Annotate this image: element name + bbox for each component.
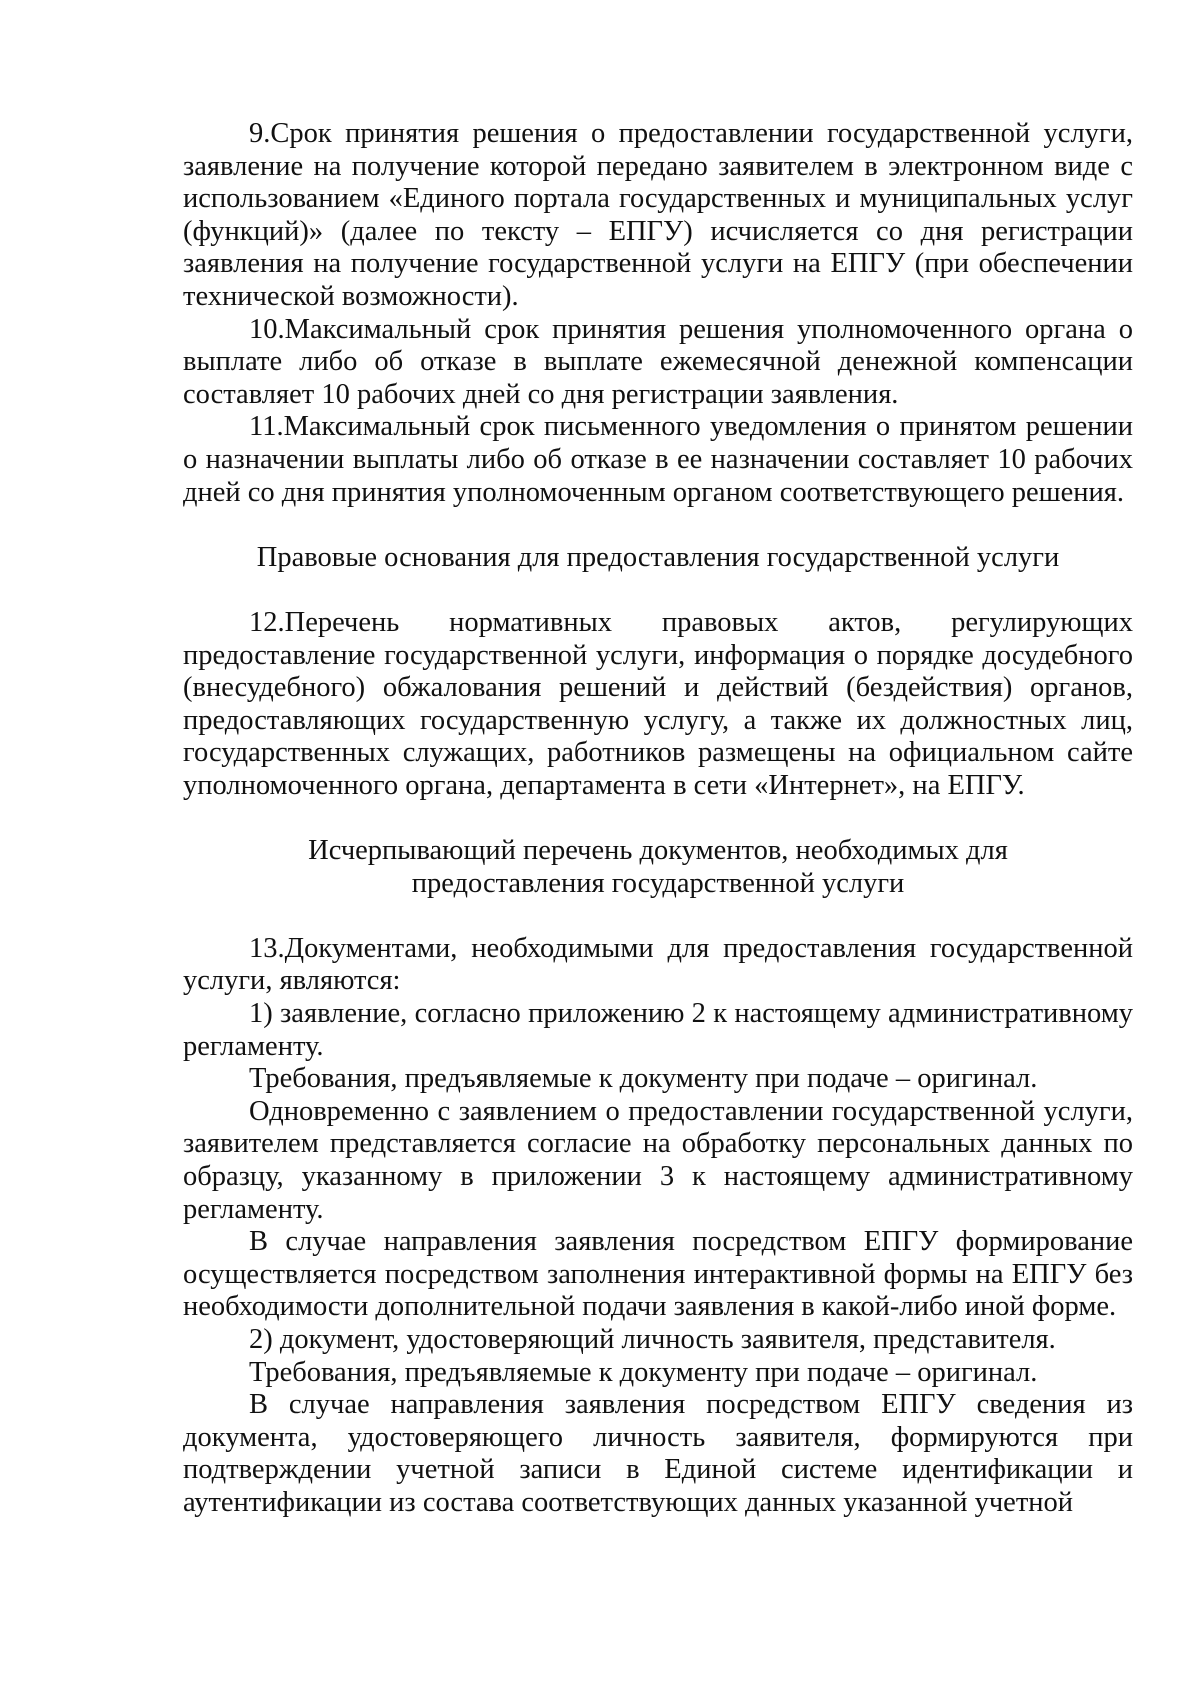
section-heading-documents-line-1: Исчерпывающий перечень документов, необходимых для: [308, 835, 1008, 867]
spacer: [183, 509, 1133, 542]
paragraph-11: 11.Максимальный срок письменного уведомления о принятом решении о назначении выплаты либо об отказе в ее назначении составляет 10 рабочих дней со дня принятия уполномоченным органом соответствующего решения.: [183, 411, 1133, 508]
section-heading-legal-basis: Правовые основания для предоставления государственной услуги: [256, 541, 1060, 573]
section-heading-documents: [183, 835, 1133, 900]
paragraph-12: 12.Перечень нормативных правовых актов, регулирующих предоставление государственной услуги, информация о порядке досудебного (внесудебного) обжалования решений и действий (бездействия) органов, предоставляющих государственную услугу, а также их должностных лиц, государственных служащих, работников размещены на официальном сайте уполномоченного органа, департамента в сети «Интернет», на ЕПГУ.: [183, 606, 1133, 801]
spacer: [183, 802, 1133, 835]
paragraph-requirements-2: Требования, предъявляемые к документу при подаче – оригинал.: [249, 1356, 1038, 1388]
paragraph-13-item-2: 2) документ, удостоверяющий личность заявителя, представителя.: [249, 1323, 1056, 1355]
paragraph-epgu-identity: В случае направления заявления посредством ЕПГУ сведения из документа, удостоверяющего личность заявителя, формируются при подтверждении учетной записи в Единой системе идентификации и аутентификации из состава соответствующих данных указанной учетной: [183, 1389, 1133, 1518]
spacer: [183, 574, 1133, 607]
paragraph-requirements-1: Требования, предъявляемые к документу при подаче – оригинал.: [249, 1063, 1038, 1095]
spacer: [183, 900, 1133, 933]
paragraph-13-item-1: 1) заявление, согласно приложению 2 к настоящему административному регламенту.: [183, 998, 1133, 1062]
paragraph-9: 9.Срок принятия решения о предоставлении государственной услуги, заявление на получение которой передано заявителем в электронном виде с использованием «Единого портала государственных и муниципальных услуг (функций)» (далее по тексту – ЕПГУ) исчисляется со дня регистрации заявления на получение государственной услуги на ЕПГУ (при обеспечении технической возможности).: [183, 118, 1133, 312]
paragraph-consent: Одновременно с заявлением о предоставлении государственной услуги, заявителем представляется согласие на обработку персональных данных по образцу, указанному в приложении 3 к настоящему административному регламенту.: [183, 1095, 1133, 1225]
document-page: [183, 118, 1133, 1520]
paragraph-10: 10.Максимальный срок принятия решения уполномоченного органа о выплате либо об отказе в выплате ежемесячной денежной компенсации составляет 10 рабочих дней со дня регистрации заявления.: [183, 313, 1133, 410]
paragraph-13: 13.Документами, необходимыми для предоставления государственной услуги, являются:: [183, 932, 1133, 997]
paragraph-epgu-form: В случае направления заявления посредством ЕПГУ формирование осуществляется посредством заполнения интерактивной формы на ЕПГУ без необходимости дополнительной подачи заявления в какой-либо иной форме.: [183, 1226, 1133, 1323]
section-heading-documents-line-2: предоставления государственной услуги: [411, 867, 905, 899]
